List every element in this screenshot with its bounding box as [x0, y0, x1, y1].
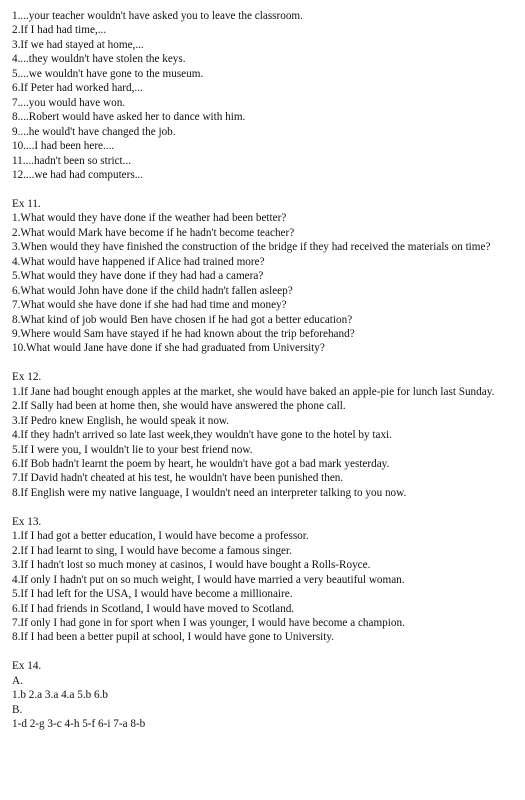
list-item: 7....you would have won. [12, 96, 126, 109]
list-item: 4.What would have happened if Alice had trained more? [12, 255, 265, 268]
list-item: 9.Where would Sam have stayed if he had known about the trip beforehand? [12, 327, 355, 340]
list-item: 12....we had had computers... [12, 168, 144, 181]
list-item: 9....he would't have changed the job. [12, 125, 176, 138]
list-item: 11....hadn't been so strict... [12, 154, 132, 167]
list-item: 3.If we had stayed at home,... [12, 38, 144, 51]
list-item: 2.If I had had time,... [12, 24, 107, 37]
list-item: 6.If Peter had worked hard,... [12, 82, 143, 95]
ex12-heading: Ex 12. [12, 371, 42, 384]
list-item: 8....Robert would have asked her to dance with him. [12, 111, 246, 124]
list-item: 5.If I had left for the USA, I would have become a millionaire. [12, 588, 293, 601]
list-item: 8.What kind of job would Ben have chosen if he had got a better education? [12, 313, 353, 326]
section-spacer [12, 356, 519, 370]
ex13-section [12, 515, 519, 645]
list-item: 1.If I had got a better education, I would have become a professor. [12, 530, 309, 543]
list-item: 7.If only I had gone in for sport when I was younger, I would have become a champion. [12, 616, 405, 629]
ex13-heading: Ex 13. [12, 515, 42, 528]
list-item: 10....I had been here.... [12, 140, 115, 153]
list-item: 2.If Sally had been at home then, she would have answered the phone call. [12, 400, 346, 413]
list-item: 3.When would they have finished the construction of the bridge if they had received the materials on time? [12, 241, 491, 254]
list-item: 1.If Jane had bought enough apples at the market, she would have baked an apple-pie for lunch last Sunday. [12, 385, 495, 398]
ex11-heading: Ex 11. [12, 197, 41, 210]
list-item: 2.What would Mark have become if he hadn't become teacher? [12, 226, 295, 239]
ex14-section [12, 659, 519, 731]
list-item: 7.If David hadn't cheated at his test, he wouldn't have been punished then. [12, 472, 344, 485]
section-spacer [12, 182, 519, 196]
section-spacer [12, 500, 519, 514]
part-b-answers: 1-d 2-g 3-c 4-h 5-f 6-i 7-a 8-b [12, 718, 146, 731]
list-item: 4....they wouldn't have stolen the keys. [12, 53, 186, 66]
list-item: 8.If English were my native language, I wouldn't need an interpreter talking to you now. [12, 486, 407, 499]
list-item: 6.What would John have done if the child hadn't fallen asleep? [12, 284, 293, 297]
list-item: 6.If I had friends in Scotland, I would have moved to Scotland. [12, 602, 295, 615]
list-item: 5.If I were you, I wouldn't lie to your best friend now. [12, 443, 253, 456]
list-item: 5.What would they have done if they had had a camera? [12, 270, 264, 283]
ex11-section [12, 197, 519, 356]
list-item: 8.If I had been a better pupil at school, I would have gone to University. [12, 631, 335, 644]
part-a-label: A. [12, 674, 23, 687]
list-item: 2.If I had learnt to sing, I would have become a famous singer. [12, 544, 292, 557]
list-item: 6.If Bob hadn't learnt the poem by heart, he wouldn't have got a bad mark yesterday. [12, 458, 390, 471]
list-item: 10.What would Jane have done if she had graduated from University? [12, 342, 325, 355]
list-item: 3.If Pedro knew English, he would speak it now. [12, 414, 230, 427]
list-item: 4.If they hadn't arrived so late last week,they wouldn't have gone to the hotel by taxi. [12, 429, 392, 442]
list-item: 5....we wouldn't have gone to the museum. [12, 67, 204, 80]
ex14-heading: Ex 14. [12, 660, 42, 673]
list-item: 1....your teacher wouldn't have asked you to leave the classroom. [12, 10, 303, 22]
list-item: 3.If I hadn't lost so much money at casinos, I would have bought a Rolls-Royce. [12, 559, 371, 572]
part-a-answers: 1.b 2.a 3.a 4.a 5.b 6.b [12, 689, 109, 702]
list-item: 7.What would she have done if she had had time and money? [12, 299, 287, 312]
section-spacer [12, 645, 519, 659]
list-item: 1.What would they have done if the weather had been better? [12, 212, 287, 225]
intro-section [12, 9, 519, 182]
part-b-label: B. [12, 703, 23, 716]
ex12-section [12, 370, 519, 500]
list-item: 4.If only I hadn't put on so much weight, I would have married a very beautiful woman. [12, 573, 405, 586]
